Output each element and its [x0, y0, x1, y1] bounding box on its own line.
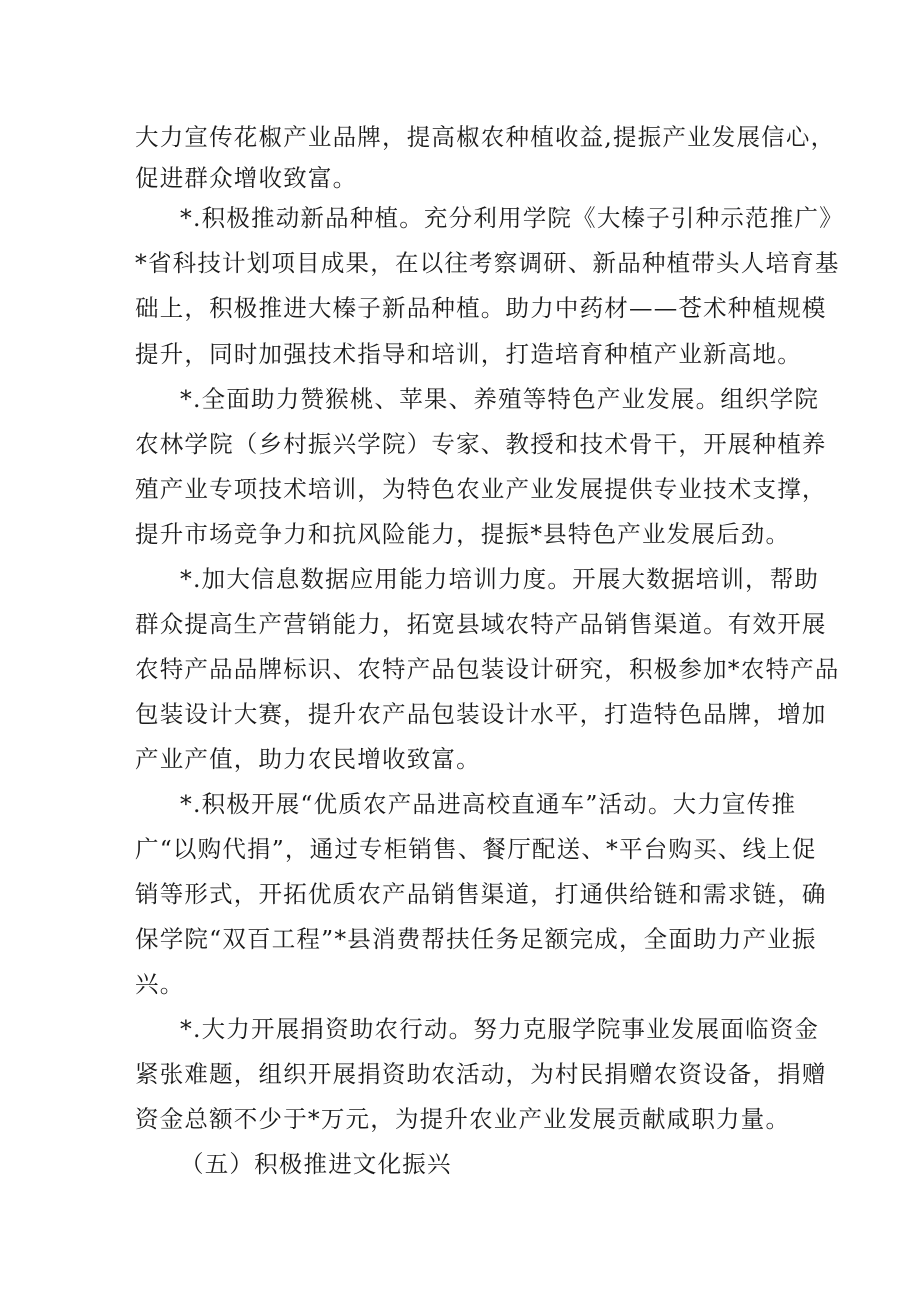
- paragraph-first-line: *.积极推动新品种植。充分利用学院《大榛子引种示范推广》: [180, 204, 844, 232]
- text-line: 提升市场竞争力和抗风险能力，提振*县特色产业发展后劲。: [135, 520, 791, 548]
- section-heading: （五）积极推进文化振兴: [180, 1150, 452, 1178]
- paragraph-first-line: *.大力开展捐资助农行动。努力克服学院事业发展面临资金: [180, 1015, 820, 1043]
- text-line: 包装设计大赛，提升农产品包装设计水平，打造特色品牌，增加: [135, 700, 827, 728]
- paragraph-first-line: *.加大信息数据应用能力培训力度。开展大数据培训，帮助: [180, 565, 820, 593]
- text-line: 兴。: [135, 970, 185, 998]
- text-line: 农林学院（乡村振兴学院）专家、教授和技术骨干，开展种植养: [135, 430, 827, 458]
- text-line: 农特产品品牌标识、农特产品包装设计研究，积极参加*农特产品: [135, 655, 840, 683]
- text-line: 殖产业专项技术培训，为特色农业产业发展提供专业技术支撑，: [135, 475, 827, 503]
- paragraph-first-line: *.全面助力赞猴桃、苹果、养殖等特色产业发展。组织学院: [180, 385, 820, 413]
- text-line: 资金总额不少于*万元，为提升农业产业发展贡献咸职力量。: [135, 1105, 791, 1133]
- text-line: 销等形式，开拓优质农产品销售渠道，打通供给链和需求链，确: [135, 880, 827, 908]
- paragraph-first-line: *.积极开展“优质农产品进高校直通车”活动。大力宣传推: [180, 790, 797, 818]
- text-line: 促进群众增收致富。: [135, 164, 358, 192]
- text-line: 广“以购代捐”，通过专柜销售、餐厅配送、*平台购买、线上促: [135, 835, 817, 863]
- text-line: 础上，积极推进大榛子新品种植。助力中药材——苍术种植规模: [135, 294, 827, 322]
- text-line: *省科技计划项目成果，在以往考察调研、新品种植带头人培育基: [135, 249, 840, 277]
- text-line: 大力宣传花椒产业品牌，提高椒农种植收益,提振产业发展信心，: [135, 123, 836, 151]
- text-line: 提升，同时加强技术指导和培训，打造培育种植产业新高地。: [135, 340, 802, 368]
- text-line: 群众提高生产营销能力，拓宽县域农特产品销售渠道。有效开展: [135, 610, 827, 638]
- text-line: 保学院“双百工程”*县消费帮扶任务足额完成，全面助力产业振: [135, 925, 817, 953]
- text-line: 产业产值，助力农民增收致富。: [135, 745, 481, 773]
- text-line: 紧张难题，组织开展捐资助农活动，为村民捐赠农资设备，捐赠: [135, 1060, 827, 1088]
